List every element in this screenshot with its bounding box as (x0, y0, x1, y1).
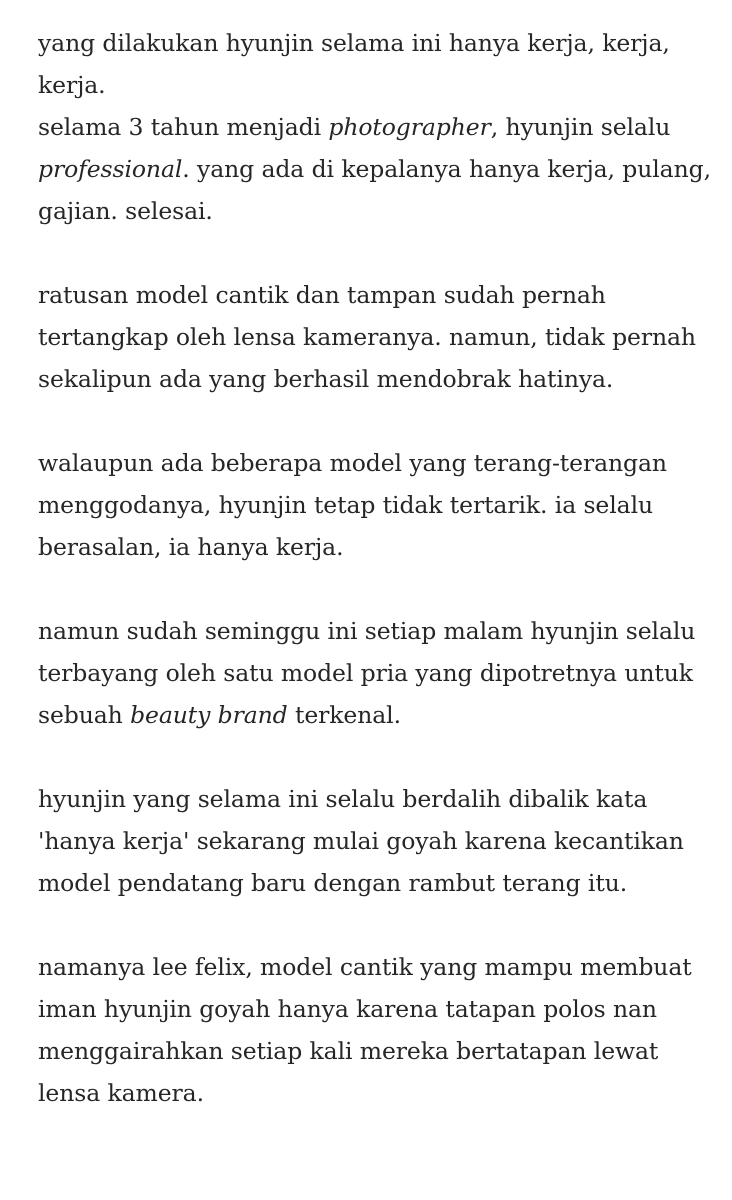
text-line: 'hanya kerja' sekarang mulai goyah karena kecantikan (38, 827, 684, 855)
paragraph-3 (38, 442, 718, 568)
text-line: hyunjin yang selama ini selalu berdalih dibalik kata (38, 785, 648, 813)
paragraph-spacer (38, 736, 718, 778)
text-line: tertangkap oleh lensa kameranya. namun, tidak pernah (38, 323, 696, 351)
text-segment: , hyunjin selalu (490, 113, 671, 141)
paragraph-spacer (38, 904, 718, 946)
text-line: lensa kamera. (38, 1079, 204, 1107)
text-line: berasalan, ia hanya kerja. (38, 533, 344, 561)
paragraph-2 (38, 274, 718, 400)
text-line: gajian. selesai. (38, 197, 213, 225)
italic-term: professional (38, 155, 183, 183)
text-line: namun sudah seminggu ini setiap malam hyunjin selalu (38, 617, 696, 645)
text-line: model pendatang baru dengan rambut terang itu. (38, 869, 628, 897)
text-line: iman hyunjin goyah hanya karena tatapan polos nan (38, 995, 657, 1023)
text-line: yang dilakukan hyunjin selama ini hanya kerja, kerja, (38, 29, 670, 57)
paragraph-1 (38, 22, 718, 232)
text-line: menggodanya, hyunjin tetap tidak tertarik. ia selalu (38, 491, 654, 519)
text-line: namanya lee felix, model cantik yang mampu membuat (38, 953, 692, 981)
text-segment: sebuah (38, 701, 131, 729)
text-line: sekalipun ada yang berhasil mendobrak hatinya. (38, 365, 614, 393)
text-line: menggairahkan setiap kali mereka bertatapan lewat (38, 1037, 659, 1065)
paragraph-spacer (38, 232, 718, 274)
text-line: ratusan model cantik dan tampan sudah pernah (38, 281, 606, 309)
text-line (38, 106, 718, 148)
italic-term: beauty brand (130, 701, 288, 729)
text-line: kerja. (38, 71, 106, 99)
text-line (38, 148, 718, 190)
paragraph-5 (38, 778, 718, 904)
paragraph-spacer (38, 568, 718, 610)
paragraph-6 (38, 946, 718, 1114)
text-segment: . yang ada di kepalanya hanya kerja, pulang, (182, 155, 711, 183)
italic-term: photographer (328, 113, 491, 141)
text-segment: selama 3 tahun menjadi (38, 113, 329, 141)
text-line (38, 694, 718, 736)
text-segment: terkenal. (287, 701, 401, 729)
paragraph-4 (38, 610, 718, 736)
text-line: walaupun ada beberapa model yang terang-terangan (38, 449, 667, 477)
article-body (38, 22, 718, 1114)
paragraph-spacer (38, 400, 718, 442)
text-line: terbayang oleh satu model pria yang dipotretnya untuk (38, 659, 693, 687)
